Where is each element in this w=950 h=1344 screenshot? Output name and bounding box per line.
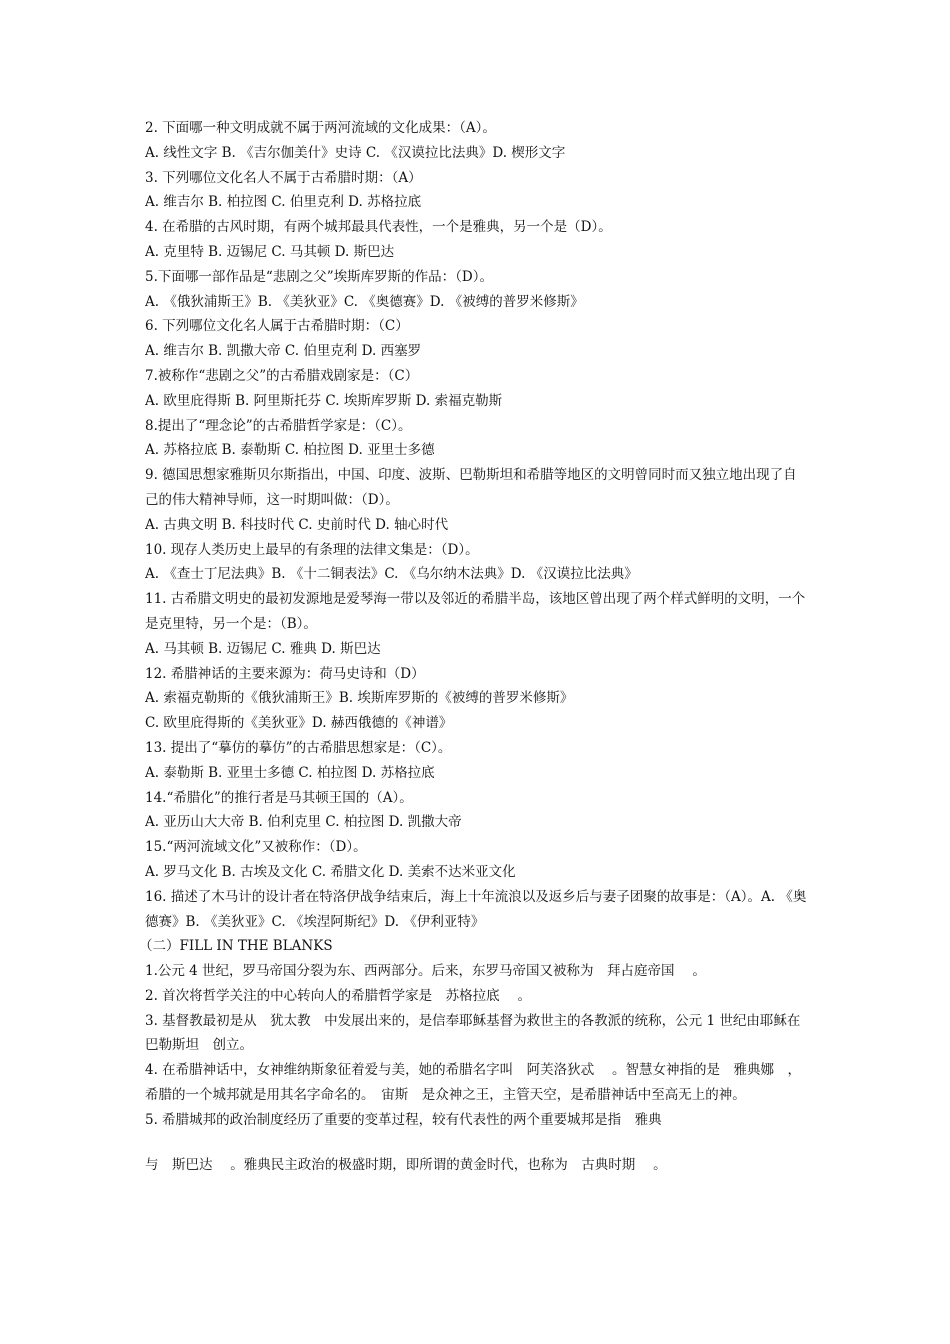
question-6: 6. 下列哪位文化名人属于古希腊时期：（C） — [145, 318, 409, 335]
question-12: 12. 希腊神话的主要来源为：荷马史诗和（D） — [145, 665, 425, 682]
options-12-cd: C. 欧里庇得斯的《美狄亚》D. 赫西俄德的《神谱》 — [145, 715, 453, 732]
question-16: 16. 描述了木马计的设计者在特洛伊战争结束后，海上十年流浪以及返乡后与妻子团聚的故事是：（A）。A. 《奥德赛》B. 《美狄亚》C. 《埃涅阿斯纪》D. 《伊利亚特》 — [145, 888, 807, 930]
options-8: A. 苏格拉底 B. 泰勒斯 C. 柏拉图 D. 亚里士多德 — [145, 442, 435, 459]
options-10: A. 《查士丁尼法典》B. 《十二铜表法》C. 《乌尔纳木法典》D. 《汉谟拉比法典》 — [145, 566, 638, 583]
question-10: 10. 现存人类历史上最早的有条理的法律文集是：（D）。 — [145, 541, 479, 558]
question-13: 13. 提出了“摹仿的摹仿”的古希腊思想家是：（C）。 — [145, 739, 452, 756]
options-4: A. 克里特 B. 迈锡尼 C. 马其顿 D. 斯巴达 — [145, 243, 395, 260]
options-15: A. 罗马文化 B. 古埃及文化 C. 希腊文化 D. 美索不达米亚文化 — [145, 863, 516, 880]
options-13: A. 泰勒斯 B. 亚里士多德 C. 柏拉图 D. 苏格拉底 — [145, 764, 435, 781]
options-5: A. 《俄狄浦斯王》B. 《美狄亚》C. 《奥德赛》D. 《被缚的普罗米修斯》 — [145, 293, 584, 310]
question-2: 2. 下面哪一种文明成就不属于两河流域的文化成果：（A）。 — [145, 120, 496, 136]
options-9: A. 古典文明 B. 科技时代 C. 史前时代 D. 轴心时代 — [145, 516, 449, 533]
blank-5-continued: 与 斯巴达 。雅典民主政治的极盛时期，即所谓的黄金时代，也称为 古典时期 。 — [145, 1156, 667, 1173]
options-14: A. 亚历山大大帝 B. 伯利克里 C. 柏拉图 D. 凯撒大帝 — [145, 814, 462, 831]
question-4: 4. 在希腊的古风时期，有两个城邦最具代表性，一个是雅典，另一个是（D）。 — [145, 219, 612, 236]
options-2: A. 线性文字 B. 《吉尔伽美什》史诗 C. 《汉谟拉比法典》D. 楔形文字 — [145, 144, 566, 161]
blank-1: 1.公元 4 世纪，罗马帝国分裂为东、西两部分。后来，东罗马帝国又被称为 拜占庭帝国 。 — [145, 963, 706, 980]
options-11: A. 马其顿 B. 迈锡尼 C. 雅典 D. 斯巴达 — [145, 640, 381, 657]
question-7: 7.被称作“悲剧之父”的古希腊戏剧家是：（C） — [145, 367, 419, 384]
section-heading: （二）FILL IN THE BLANKS — [139, 938, 333, 955]
question-15: 15.“两河流域文化”又被称作：（D）。 — [145, 839, 367, 856]
blank-4: 4. 在希腊神话中，女神维纳斯象征着爱与美，她的希腊名字叫 阿芙洛狄忒 。智慧女神指的是 雅典娜 ，希腊的一个城邦就是用其名字命名的。 宙斯 是众神之王，主管天空，是希腊神话中至高无上的神。 — [145, 1062, 801, 1104]
document-page — [139, 116, 814, 1177]
question-5: 5.下面哪一部作品是“悲剧之父”埃斯库罗斯的作品：（D）。 — [145, 268, 494, 285]
options-3: A. 维吉尔 B. 柏拉图 C. 伯里克利 D. 苏格拉底 — [145, 194, 422, 211]
question-3: 3. 下列哪位文化名人不属于古希腊时期：（A） — [145, 169, 422, 186]
blank-3: 3. 基督教最初是从 犹太教 中发展出来的，是信奉耶稣基督为救世主的各教派的统称，公元 1 世纪由耶稣在 巴勒斯坦 创立。 — [145, 1012, 814, 1054]
blank-5: 5. 希腊城邦的政治制度经历了重要的变革过程，较有代表性的两个重要城邦是指 雅典 — [145, 1111, 662, 1128]
question-14: 14.“希腊化”的推行者是马其顿王国的（A）。 — [145, 789, 413, 806]
question-8: 8.提出了“理念论”的古希腊哲学家是：（C）。 — [145, 417, 412, 434]
options-6: A. 维吉尔 B. 凯撒大帝 C. 伯里克利 D. 西塞罗 — [145, 343, 422, 360]
options-7: A. 欧里庇得斯 B. 阿里斯托芬 C. 埃斯库罗斯 D. 索福克勒斯 — [145, 392, 503, 409]
blank-2: 2. 首次将哲学关注的中心转向人的希腊哲学家是 苏格拉底 。 — [145, 987, 531, 1004]
question-11: 11. 古希腊文明史的最初发源地是爱琴海一带以及邻近的希腊半岛，该地区曾出现了两个样式鲜明的文明，一个是克里特，另一个是：（B）。 — [145, 591, 806, 632]
paragraph-gap — [145, 1133, 810, 1153]
options-12-ab: A. 索福克勒斯的《俄狄浦斯王》B. 埃斯库罗斯的《被缚的普罗米修斯》 — [145, 690, 574, 707]
question-9: 9. 德国思想家雅斯贝尔斯指出，中国、印度、波斯、巴勒斯坦和希腊等地区的文明曾同时而又独立地出现了自己的伟大精神导师，这一时期叫做：（D）。 — [145, 467, 797, 508]
